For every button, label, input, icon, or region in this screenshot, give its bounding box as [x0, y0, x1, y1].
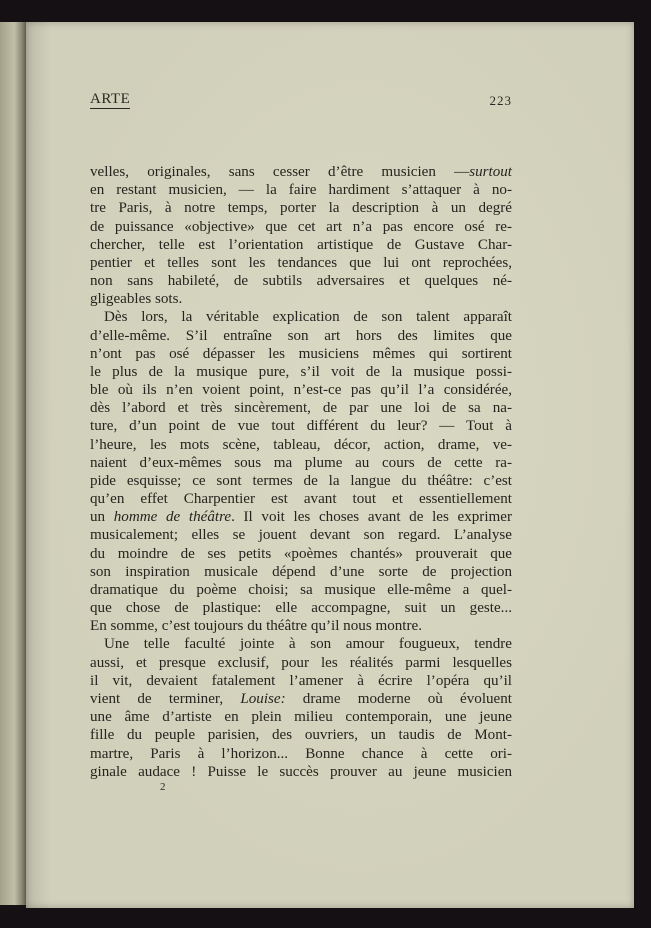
text-line — [90, 581, 512, 599]
line-text: chercher, telle est l’orientation artistique de Gustave Char- — [90, 236, 512, 253]
italic-text: homme de théâtre — [113, 509, 232, 526]
text-line — [90, 490, 512, 508]
line-text: un — [90, 509, 114, 526]
line-text: fille du peuple parisien, des ouvriers, un taudis de Mont- — [90, 727, 512, 744]
line-text: ble où ils n’en voient point, n’est-ce pas qu’il l’a considérée, — [90, 382, 512, 399]
line-text: ginale audace ! Puisse le succès prouver au jeune musicien — [90, 763, 512, 780]
line-text: Une telle faculté jointe à son amour fougueux, tendre — [104, 636, 512, 653]
line-text: l’heure, les mots scène, tableau, décor, action, drame, ve- — [90, 436, 512, 453]
line-text: . Il voit les choses avant de les exprimer — [231, 509, 512, 526]
text-line — [90, 272, 512, 290]
text-line — [90, 763, 512, 781]
line-text: une âme d’artiste en plein milieu contemporain, une jeune — [90, 709, 512, 726]
text-line — [90, 654, 512, 672]
line-text: martre, Paris à l’horizon... Bonne chance à cette ori- — [90, 745, 512, 762]
text-line — [90, 181, 512, 199]
line-text: naient d’eux-mêmes sous ma plume au cours de cette ra- — [90, 454, 512, 471]
line-text: dès l’abord et très sincèrement, de par une loi de sa na- — [90, 400, 512, 417]
text-line — [90, 617, 512, 635]
line-text: n’ont pas osé dépasser les musiciens mêmes qui sortirent — [90, 345, 512, 362]
text-line — [90, 218, 512, 236]
text-line — [90, 745, 512, 763]
line-text: musicalement; elles se jouent devant son regard. L’analyse — [90, 527, 512, 544]
signature-mark: 2 — [160, 781, 166, 793]
line-text: ture, d’un point de vue tout différent du leur? — Tout à — [90, 418, 512, 435]
text-line — [90, 454, 512, 472]
line-text: pentier et telles sont les tendances que lui ont reprochées, — [90, 254, 512, 271]
text-line — [90, 726, 512, 744]
text-line — [90, 563, 512, 581]
line-text: drame moderne où évoluent — [285, 690, 512, 707]
line-text: en restant musicien, — la faire hardiment s’attaquer à no- — [90, 182, 512, 199]
text-line — [90, 599, 512, 617]
text-line — [90, 472, 512, 490]
text-line — [90, 399, 512, 417]
line-text: le plus de la musique pure, s’il voit de la musique possi- — [90, 363, 512, 380]
text-line — [90, 690, 512, 708]
line-text: vient de terminer, — [90, 690, 241, 707]
text-line — [90, 308, 512, 326]
italic-text: Louise: — [240, 690, 286, 707]
text-line — [90, 545, 512, 563]
text-line — [90, 345, 512, 363]
text-line — [90, 327, 512, 345]
line-text: qu’en effet Charpentier est avant tout et essentiellement — [90, 491, 512, 508]
line-text: gligeables sots. — [90, 291, 183, 308]
text-line — [90, 163, 512, 181]
page-number: 223 — [489, 93, 512, 108]
line-text: non sans habileté, de subtils adversaires et quelques né- — [90, 273, 512, 290]
line-text: Dès lors, la véritable explication de son talent apparaît — [104, 309, 512, 326]
line-text: que chose de plastique: elle accompagne, suit un geste... — [90, 600, 512, 617]
line-text: En somme, c’est toujours du théâtre qu’il nous montre. — [90, 618, 422, 635]
text-line — [90, 381, 512, 399]
text-line — [90, 436, 512, 454]
running-head — [90, 91, 512, 113]
text-line — [90, 290, 512, 308]
text-body — [90, 163, 512, 781]
line-text: du moindre de ses petits «poèmes chantés» prouverait que — [90, 545, 512, 562]
line-text: de puissance «objective» que cet art n’a pas encore osé re- — [90, 218, 512, 235]
running-title: ARTE — [90, 91, 131, 107]
line-text: d’elle-même. S’il entraîne son art hors des limites que — [90, 327, 512, 344]
text-line — [90, 363, 512, 381]
line-text: dramatique du poème choisi; sa musique elle-même a quel- — [90, 581, 512, 598]
line-text: son inspiration musicale dépend d’une sorte de projection — [90, 563, 512, 580]
text-line — [90, 417, 512, 435]
text-line — [90, 199, 512, 217]
text-line — [90, 635, 512, 653]
text-line — [90, 236, 512, 254]
text-line — [90, 672, 512, 690]
line-text: pide esquisse; ce sont termes de la langue du théâtre: c’est — [90, 472, 512, 489]
text-line — [90, 526, 512, 544]
line-text: tre Paris, à notre temps, porter la description à un degré — [90, 200, 512, 217]
line-text: velles, originales, sans cesser d’être musicien — — [90, 164, 470, 180]
line-text: aussi, et presque exclusif, pour les réalités parmi lesquelles — [90, 654, 512, 671]
left-page-edge — [0, 22, 26, 905]
italic-text: surtout — [469, 164, 512, 180]
text-line — [90, 254, 512, 272]
line-text: il vit, devaient fatalement l’amener à écrire l’opéra qu’il — [90, 672, 512, 689]
text-line — [90, 708, 512, 726]
text-line — [90, 508, 512, 526]
